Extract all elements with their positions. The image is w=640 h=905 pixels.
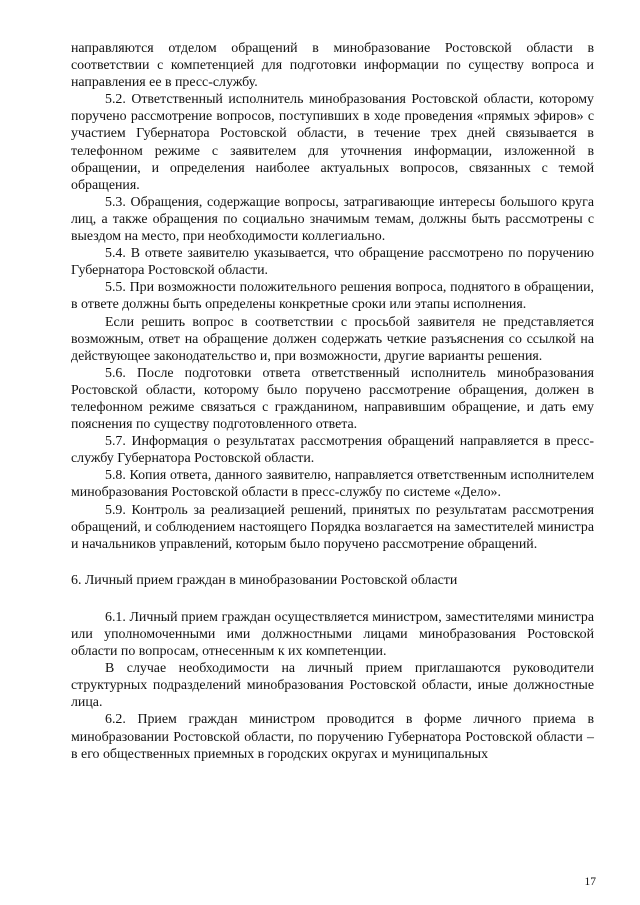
paragraph-5-7: 5.7. Информация о результатах рассмотрения обращений направляется в пресс-службу Губернатора Ростовской области.: [71, 434, 594, 467]
paragraph-5-8: 5.8. Копия ответа, данного заявителю, направляется ответственным исполнителем минобразования Ростовской области в пресс-службу по системе «Дело».: [71, 468, 594, 501]
paragraph-5-5: 5.5. При возможности положительного решения вопроса, поднятого в обращении, в ответе должны быть определены конкретные сроки или этапы исполнения.: [71, 280, 594, 313]
paragraph-5-3: 5.3. Обращения, содержащие вопросы, затрагивающие интересы большого круга лиц, а также обращения по социально значимым темам, должны быть рассмотрены с выездом на место, при необходимости коллегиально.: [71, 194, 594, 245]
paragraph-5-4: 5.4. В ответе заявителю указывается, что обращение рассмотрено по поручению Губернатора Ростовской области.: [71, 246, 594, 279]
paragraph-5-5-continuation: Если решить вопрос в соответствии с просьбой заявителя не представляется возможным, ответ на обращение должен содержать четкие разъяснения со ссылкой на действующее законодательство и, при возможности, другие варианты решения.: [71, 314, 594, 364]
paragraph-6-1-continuation: В случае необходимости на личный прием приглашаются руководители структурных подразделений минобразования Ростовской области, иные должностные лица.: [71, 661, 594, 711]
paragraph-6-1: 6.1. Личный прием граждан осуществляется министром, заместителями министра или уполномоченными ими должностными лицами минобразования Ростовской области по вопросам, отнесенным к их компетенции.: [71, 609, 594, 660]
paragraph-5-6: 5.6. После подготовки ответа ответственный исполнитель минобразования Ростовской области, которому было поручено рассмотрение обращения, должен в телефонном режиме связаться с гражданином, направившим обращение, и дать ему пояснения по существу подготовленного ответа.: [71, 365, 594, 433]
text-block: [71, 40, 594, 763]
paragraph-continuation: направляются отделом обращений в минобразование Ростовской области в соответствии с компетенцией для подготовки информации по существу вопроса и направления ее в пресс-службу.: [71, 41, 594, 91]
section-heading: 6. Личный прием граждан в минобразовании Ростовской области: [71, 572, 458, 588]
page-number: 17: [584, 876, 596, 888]
paragraph-5-2: 5.2. Ответственный исполнитель минобразования Ростовской области, которому поручено рассмотрение вопросов, поступивших в ходе проведения «прямых эфиров» с участием Губернатора Ростовской области, в течение трех дней связывается в телефонном режиме с заявителем для уточнения информации, изложенной в обращении, и определения наиболее актуальных вопросов, связанных с темой обращения.: [71, 92, 594, 193]
paragraph-6-2: 6.2. Прием граждан министром проводится в форме личного приема в минобразовании Ростовской области, по поручению Губернатора Ростовской области – в его общественных приемных в городских округах и муниципальных: [71, 712, 594, 762]
paragraph-5-9: 5.9. Контроль за реализацией решений, принятых по результатам рассмотрения обращений, и соблюдением настоящего Порядка возлагается на заместителей министра и начальников управлений, которым было поручено рассмотрение обращений.: [71, 502, 594, 552]
